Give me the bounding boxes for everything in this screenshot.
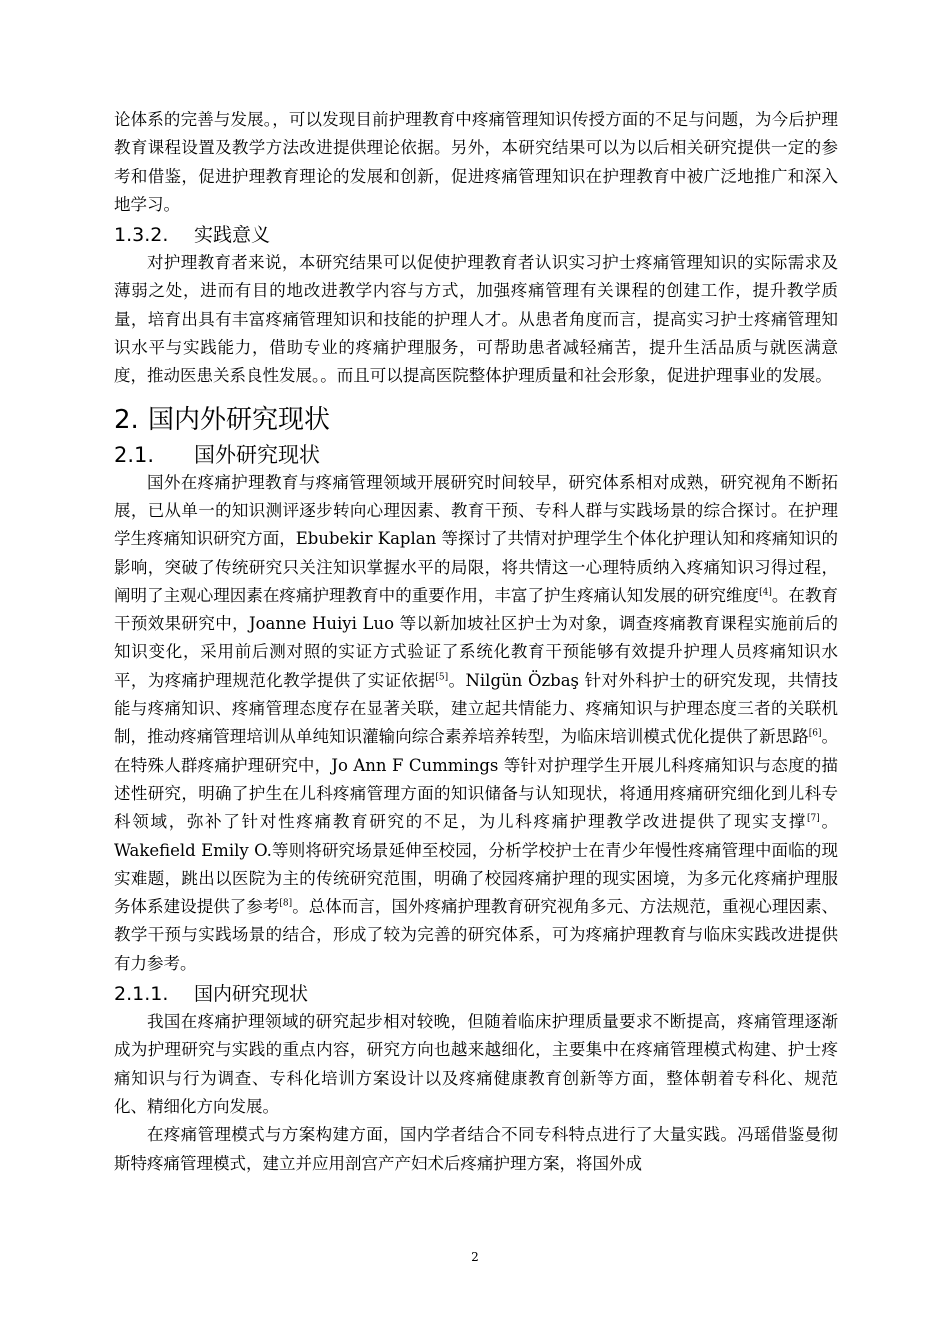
heading-title: 国内外研究现状: [148, 404, 331, 435]
text-segment: 。总体而言，国外疼痛护理教育研究视角多元、方法规范，重视心理因素、教学干预与实践场景的结合，形成了较为完善的研究体系，可为疼痛护理教育与临床实践改进提供有力参考。: [114, 897, 839, 973]
text-segment: 。在教育干预效果研究中，Joanne Huiyi Luo 等以新加坡社区护士为对象，调查疼痛教育课程实施前后的知识变化，采用前后测对照的实证方式验证了系统化教育干预能够有效提升护理人员疼痛知识水平，为疼痛护理规范化教学提供了实证依据: [114, 585, 839, 690]
heading-title: 国内研究现状: [194, 983, 309, 1006]
heading-number: 2.: [114, 404, 139, 435]
citation-ref: [8]: [279, 898, 293, 909]
heading-number: 2.1.1.: [114, 983, 169, 1006]
page-number: 2: [471, 1250, 479, 1264]
text-segment: 。Wakefield Emily O.等则将研究场景延伸至校园，分析学校护士在青少年慢性疼痛管理中面临的现实难题，跳出以医院为主的传统研究范围，明确了校园疼痛护理的现实困境，为多元化疼痛护理服务体系建设提供了参考: [114, 812, 839, 917]
heading-number: 2.1.: [114, 442, 155, 467]
paragraph-practice: 对护理教育者来说，本研究结果可以促使护理教育者认识实习护士疼痛管理知识的实际需求及薄弱之处，进而有目的地改进教学内容与方式，加强疼痛管理有关课程的创建工作，提升教学质量，培育出具有丰富疼痛管理知识和技能的护理人才。从患者角度而言，提高实习护士疼痛管理知识水平与实践能力，借助专业的疼痛护理服务，可帮助患者减轻痛苦，提升生活品质与就医满意度，推动医患关系良性发展。。而且可以提高医院整体护理质量和社会形象，促进护理事业的发展。: [114, 253, 838, 386]
heading-title: 国外研究现状: [194, 442, 320, 467]
heading-2-1-1: [114, 982, 838, 1006]
paragraph-domestic-1: 我国在疼痛护理领域的研究起步相对较晚，但随着临床护理质量要求不断提高，疼痛管理逐渐成为护理研究与实践的重点内容，研究方向也越来越细化，主要集中在疼痛管理模式构建、护士疼痛知识与行为调查、专科化培训方案设计以及疼痛健康教育创新等方面，整体朝着专科化、规范化、精细化方向发展。: [114, 1012, 838, 1116]
paragraph-intro: 论体系的完善与发展。，可以发现目前护理教育中疼痛管理知识传授方面的不足与问题，为今后护理教育课程设置及教学方法改进提供理论依据。另外，本研究结果可以为以后相关研究提供一定的参考和借鉴，促进护理教育理论的发展和创新，促进疼痛管理知识在护理教育中被广泛地推广和深入地学习。: [114, 110, 838, 214]
citation-ref: [5]: [435, 672, 449, 683]
document-page: [114, 106, 838, 1178]
citation-ref: [6]: [808, 728, 822, 739]
text-segment: 。在特殊人群疼痛护理研究中，Jo Ann F Cummings 等针对护理学生开展儿科疼痛知识与态度的描述性研究，明确了护生在儿科疼痛管理方面的知识储备与认知现状，将通用疼痛研究细化到儿科专科领域，弥补了针对性疼痛教育研究的不足，为儿科疼痛护理教学改进提供了现实支撑: [114, 727, 839, 832]
heading-number: 1.3.2.: [114, 224, 169, 247]
text-segment: 国外在疼痛护理教育与疼痛管理领域开展研究时间较早，研究体系相对成熟，研究视角不断拓展，已从单一的知识测评逐步转向心理因素、教育干预、专科人群与实践场景的综合探讨。在护理学生疼痛知识研究方面，Ebubekir Kaplan 等探讨了共情对护理学生个体化护理认知和疼痛知识的影响，突破了传统研究只关注知识掌握水平的局限，将共情这一心理特质纳入疼痛知识习得过程，阐明了主观心理因素在疼痛护理教育中的重要作用，丰富了护生疼痛认知发展的研究维度: [114, 472, 838, 605]
heading-2-1: [114, 441, 838, 469]
heading-1-3-2: [114, 223, 838, 247]
text-segment: 。Nilgün Özbaş 针对外科护士的研究发现，共情技能与疼痛知识、疼痛管理态度存在显著关联，建立起共情能力、疼痛知识与护理态度三者的关联机制，推动疼痛管理培训从单纯知识灌输向综合素养培养转型，为临床培训模式优化提供了新思路: [114, 670, 838, 747]
heading-title: 实践意义: [194, 224, 271, 247]
paragraph-domestic-2: 在疼痛管理模式与方案构建方面，国内学者结合不同专科特点进行了大量实践。冯瑶借鉴曼彻斯特疼痛管理模式，建立并应用剖宫产产妇术后疼痛护理方案，将国外成: [114, 1125, 838, 1173]
heading-2: [114, 401, 838, 439]
citation-ref: [7]: [807, 813, 820, 824]
citation-ref: [4]: [759, 587, 772, 598]
paragraph-foreign-research: [114, 469, 838, 978]
